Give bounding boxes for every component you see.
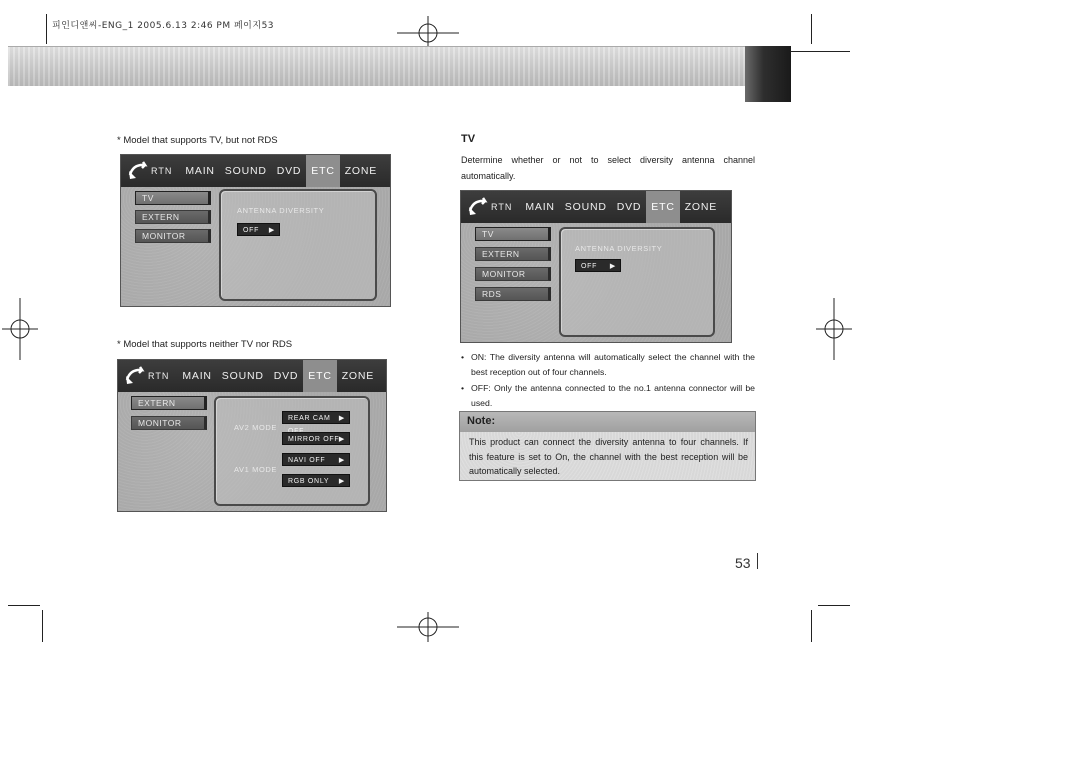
- antenna-diversity-option[interactable]: [575, 259, 621, 272]
- header-band-tab: [745, 46, 791, 102]
- crop-mark: [8, 605, 40, 606]
- osd-body: [121, 187, 390, 306]
- tab-dvd[interactable]: DVD: [273, 370, 299, 382]
- tab-sound[interactable]: SOUND: [224, 165, 267, 177]
- crop-mark: [790, 51, 850, 52]
- print-header: 피인디앤씨-ENG_1 2005.6.13 2:46 PM 페이지53: [52, 21, 275, 31]
- menu-item-tv[interactable]: TV: [475, 227, 551, 241]
- registration-mark-icon: [397, 16, 459, 50]
- option-value: NAVI OFF: [288, 457, 326, 464]
- return-arrow-icon: [124, 366, 146, 386]
- crop-mark: [811, 610, 812, 642]
- tab-zone[interactable]: ZONE: [684, 201, 718, 213]
- osd-tab-bar: [121, 155, 390, 187]
- note-title: Note:: [460, 412, 755, 432]
- rtn-button[interactable]: [127, 161, 172, 181]
- tab-etc[interactable]: ETC: [646, 191, 679, 223]
- navi-option[interactable]: [282, 453, 350, 466]
- tab-main[interactable]: MAIN: [185, 165, 215, 177]
- play-arrow-icon: ▶: [338, 436, 345, 443]
- note-box: [459, 411, 756, 481]
- rgb-option[interactable]: [282, 474, 350, 487]
- play-arrow-icon: ▶: [338, 457, 345, 464]
- tab-etc[interactable]: ETC: [303, 360, 336, 392]
- option-value: RGB ONLY: [288, 478, 330, 485]
- menu-item-rds[interactable]: RDS: [475, 287, 551, 301]
- osd-screen-no-tv-no-rds: [117, 359, 387, 512]
- rear-cam-option[interactable]: [282, 411, 350, 424]
- crop-mark: [46, 14, 47, 44]
- option-value: OFF: [243, 227, 260, 234]
- osd-body: [461, 223, 731, 342]
- option-value: OFF: [581, 263, 598, 270]
- play-arrow-icon: ▶: [268, 227, 275, 234]
- note-text: This product can connect the diversity antenna to four channels. If this feature is set to On, the channel with the best reception will be automatically selected.: [469, 437, 748, 476]
- option-value: MIRROR OFF: [288, 436, 340, 443]
- menu-item-monitor[interactable]: MONITOR: [135, 229, 211, 243]
- bullet-text: ON: The diversity antenna will automatically select the channel with the best reception out of four channels.: [471, 352, 755, 377]
- return-arrow-icon: [127, 161, 149, 181]
- mirror-option[interactable]: [282, 432, 350, 445]
- return-arrow-icon: [467, 197, 489, 217]
- antenna-diversity-option[interactable]: [237, 223, 280, 236]
- rtn-label: RTN: [491, 202, 513, 212]
- osd-tab-bar: [118, 360, 386, 392]
- crop-mark: [818, 605, 850, 606]
- section-heading: TV: [461, 133, 476, 145]
- list-item: [461, 381, 755, 410]
- header-band: [8, 46, 790, 86]
- tab-sound[interactable]: SOUND: [221, 370, 264, 382]
- menu-item-monitor[interactable]: MONITOR: [131, 416, 207, 430]
- menu-item-monitor[interactable]: MONITOR: [475, 267, 551, 281]
- caption-tv-not-rds: * Model that supports TV, but not RDS: [117, 135, 278, 146]
- antenna-diversity-label: ANTENNA DIVERSITY: [575, 244, 663, 253]
- tab-main[interactable]: MAIN: [525, 201, 555, 213]
- bullet-dot-icon: •: [461, 352, 465, 362]
- menu-item-extern[interactable]: EXTERN: [135, 210, 211, 224]
- osd-body: [118, 392, 386, 511]
- tab-sound[interactable]: SOUND: [564, 201, 607, 213]
- tab-dvd[interactable]: DVD: [276, 165, 302, 177]
- antenna-diversity-label: ANTENNA DIVERSITY: [237, 206, 325, 215]
- av2-mode-label: AV2 MODE: [234, 423, 278, 432]
- bullet-text: OFF: Only the antenna connected to the no.1 antenna connector will be used.: [471, 383, 755, 408]
- option-value: REAR CAM: [288, 415, 331, 422]
- section-description: Determine whether or not to select diversity antenna channel automatically.: [461, 155, 755, 181]
- list-item: [461, 350, 755, 379]
- menu-item-extern[interactable]: EXTERN: [475, 247, 551, 261]
- play-arrow-icon: ▶: [338, 415, 345, 422]
- tab-main[interactable]: MAIN: [182, 370, 212, 382]
- registration-mark-icon: [816, 298, 852, 360]
- registration-mark-icon: [2, 298, 38, 360]
- tab-etc[interactable]: ETC: [306, 155, 339, 187]
- crop-mark: [811, 14, 812, 44]
- play-arrow-icon: ▶: [338, 478, 345, 485]
- play-arrow-icon: ▶: [609, 263, 616, 270]
- crop-mark: [42, 610, 43, 642]
- tab-dvd[interactable]: DVD: [616, 201, 642, 213]
- rtn-label: RTN: [148, 371, 170, 381]
- tab-zone[interactable]: ZONE: [341, 370, 375, 382]
- rtn-button[interactable]: [124, 366, 169, 386]
- page-number: 53: [735, 555, 751, 571]
- osd-tab-bar: [461, 191, 731, 223]
- bullet-list: [461, 350, 755, 412]
- menu-item-tv[interactable]: TV: [135, 191, 211, 205]
- caption-neither-tv-nor-rds: * Model that supports neither TV nor RDS: [117, 339, 293, 350]
- osd-screen-tv-rds: [460, 190, 732, 343]
- rtn-button[interactable]: [467, 197, 512, 217]
- page-number-divider: [757, 553, 758, 569]
- rtn-label: RTN: [151, 166, 173, 176]
- tab-zone[interactable]: ZONE: [344, 165, 378, 177]
- menu-item-extern[interactable]: EXTERN: [131, 396, 207, 410]
- osd-screen-tv-not-rds: [120, 154, 391, 307]
- av1-mode-label: AV1 MODE: [234, 465, 278, 474]
- bullet-dot-icon: •: [461, 383, 465, 394]
- registration-mark-icon: [397, 612, 459, 642]
